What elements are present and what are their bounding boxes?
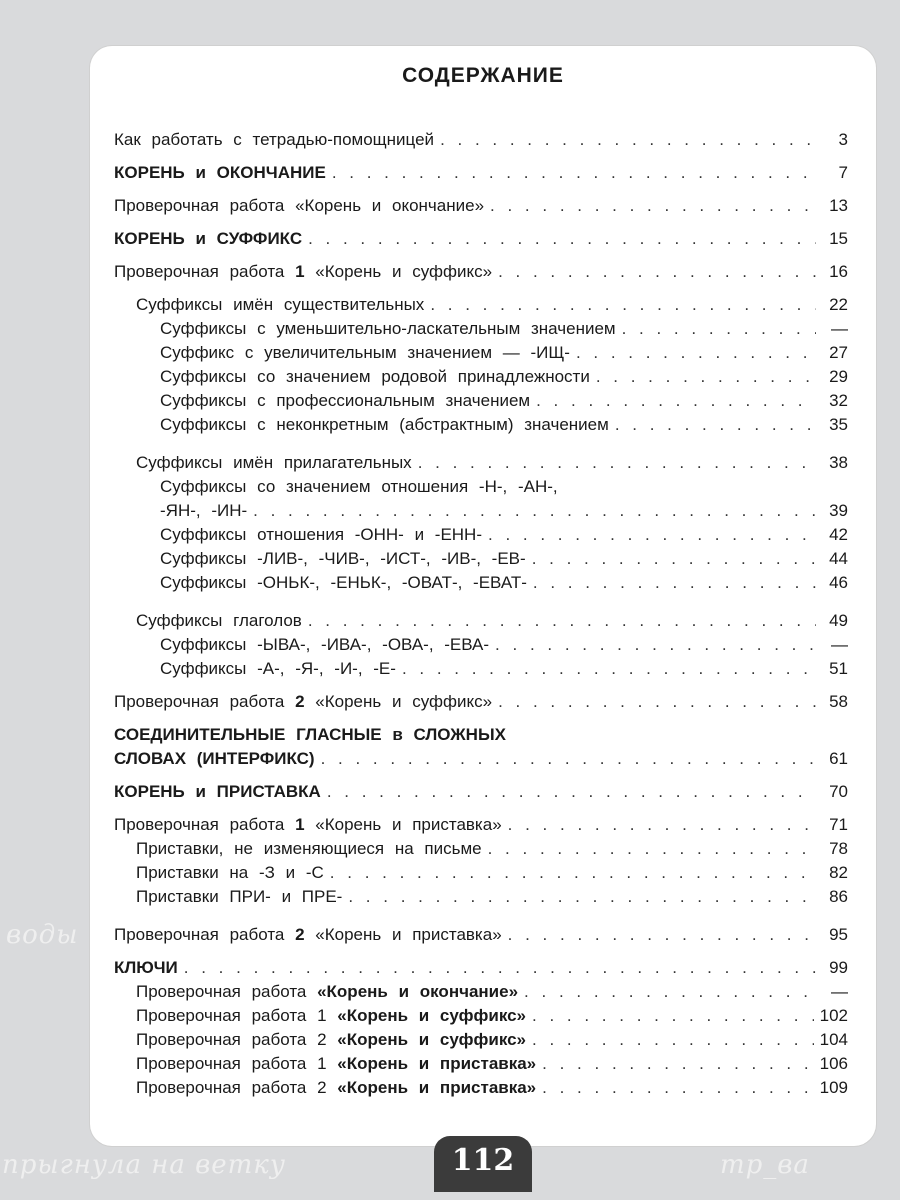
toc-entry-label: Проверочная работа 1 «Корень и приставка»: [114, 815, 502, 834]
toc-entry-page: —: [831, 319, 848, 338]
toc-entry-label: Суффиксы со значением родовой принадлежности: [160, 367, 590, 386]
toc-entry-page: 7: [838, 163, 848, 182]
toc-section-label: КОРЕНЬ и СУФФИКС: [114, 229, 303, 248]
background-handwriting: прыгнула на ветку: [2, 1150, 286, 1180]
toc-entry[interactable]: [114, 690, 848, 714]
background-handwriting: тр_ва: [720, 1150, 810, 1180]
toc-entry-page: 35: [829, 415, 848, 434]
leader-dots: [253, 499, 816, 523]
toc-entry-page: 102: [819, 1006, 848, 1025]
toc-entry-page: 46: [829, 573, 848, 592]
toc-entry-page: 16: [829, 262, 848, 281]
toc-entry-page: 70: [829, 782, 848, 801]
leader-dots: [532, 1028, 814, 1052]
toc-entry[interactable]: [114, 260, 848, 284]
toc-entry-page: 44: [829, 549, 848, 568]
toc-entry-label: Суффиксы имён прилагательных: [136, 453, 412, 472]
toc-entry[interactable]: [114, 547, 848, 571]
toc-subsection[interactable]: [114, 451, 848, 475]
leader-dots: [622, 317, 816, 341]
leader-dots: [348, 885, 816, 909]
toc-section-label: КОРЕНЬ и ПРИСТАВКА: [114, 782, 321, 801]
toc-entry-page: 13: [829, 196, 848, 215]
toc-entry-page: 106: [819, 1054, 848, 1073]
toc-entry-label: Проверочная работа 1 «Корень и суффикс»: [114, 262, 493, 281]
leader-dots: [184, 956, 816, 980]
leader-dots: [495, 633, 816, 657]
toc-entry[interactable]: [114, 365, 848, 389]
toc-entry-page: 71: [829, 815, 848, 834]
leader-dots: [536, 389, 816, 413]
toc-entry-page: 99: [829, 958, 848, 977]
toc-entry[interactable]: [114, 128, 848, 152]
toc-entry[interactable]: [114, 1028, 848, 1052]
toc-entry-label: Суффиксы -А-, -Я-, -И-, -Е-: [160, 659, 396, 678]
toc-entry-label: Суффиксы отношения -ОНН- и -ЕНН-: [160, 525, 482, 544]
page-title: СОДЕРЖАНИЕ: [402, 64, 564, 87]
toc-entry[interactable]: [114, 837, 848, 861]
toc-entry-page: 86: [829, 887, 848, 906]
leader-dots: [532, 1004, 814, 1028]
toc-entry-page: 78: [829, 839, 848, 858]
toc-entry[interactable]: [114, 1052, 848, 1076]
toc-section-label: КЛЮЧИ: [114, 958, 178, 977]
leader-dots: [321, 747, 816, 771]
toc-entry[interactable]: [114, 475, 848, 499]
toc-entry-label: Проверочная работа 2 «Корень и суффикс»: [136, 1030, 527, 1049]
toc-entry-label: Суффиксы -ЛИВ-, -ЧИВ-, -ИСТ-, -ИВ-, -ЕВ-: [160, 549, 526, 568]
leader-dots: [596, 365, 816, 389]
toc-entry-label: Суффикс с увеличительным значением — -ИЩ-: [160, 343, 570, 362]
toc-entry-page: 22: [829, 295, 848, 314]
toc-entry[interactable]: [114, 923, 848, 947]
leader-dots: [615, 413, 816, 437]
toc-entry-label: Проверочная работа 1 «Корень и суффикс»: [136, 1006, 527, 1025]
leader-dots: [418, 451, 816, 475]
toc-entry[interactable]: [114, 1004, 848, 1028]
toc-entry-label: Суффиксы с неконкретным (абстрактным) значением: [160, 415, 609, 434]
leader-dots: [508, 923, 816, 947]
toc-entry[interactable]: [114, 1076, 848, 1100]
leader-dots: [576, 341, 816, 365]
leader-dots: [308, 609, 816, 633]
toc-section[interactable]: [114, 747, 848, 771]
leader-dots: [402, 657, 816, 681]
toc-entry-label: Суффиксы глаголов: [136, 611, 302, 630]
leader-dots: [440, 128, 816, 152]
leader-dots: [490, 194, 816, 218]
toc-subsection[interactable]: [114, 293, 848, 317]
toc-entry[interactable]: [114, 341, 848, 365]
toc-entry-label: Проверочная работа 1 «Корень и приставка»: [136, 1054, 537, 1073]
toc-entry[interactable]: [114, 523, 848, 547]
toc-entry-page: —: [831, 635, 848, 654]
toc-entry-label: Суффиксы со значением отношения -Н-, -АН-,: [160, 477, 558, 496]
toc-entry-label: Проверочная работа 2 «Корень и приставка»: [136, 1078, 537, 1097]
toc-entry-label: Проверочная работа «Корень и окончание»: [114, 196, 485, 215]
toc-entry-label: -ЯН-, -ИН-: [160, 501, 248, 520]
toc-entry-page: 82: [829, 863, 848, 882]
background-handwriting: воды: [6, 920, 79, 950]
toc-entry-page: 27: [829, 343, 848, 362]
leader-dots: [542, 1076, 813, 1100]
toc-entry-label: Суффиксы с уменьшительно-ласкательным значением: [160, 319, 616, 338]
toc-entry-label: Приставки ПРИ- и ПРЕ-: [136, 887, 343, 906]
toc-entry-label: Проверочная работа 2 «Корень и приставка»: [114, 925, 502, 944]
toc-entry[interactable]: [114, 571, 848, 595]
toc-entry[interactable]: [114, 194, 848, 218]
leader-dots: [532, 547, 816, 571]
toc-section[interactable]: [114, 161, 848, 185]
toc-entry-page: 39: [829, 501, 848, 520]
leader-dots: [308, 227, 816, 251]
toc-section[interactable]: [114, 956, 848, 980]
leader-dots: [327, 780, 816, 804]
toc-entry-page: 15: [829, 229, 848, 248]
toc-entry[interactable]: [114, 657, 848, 681]
toc-entry-label: Суффиксы -ЫВА-, -ИВА-, -ОВА-, -ЕВА-: [160, 635, 490, 654]
toc-entry[interactable]: [114, 413, 848, 437]
toc-entry-page: 104: [819, 1030, 848, 1049]
toc-entry-label: Приставки, не изменяющиеся на письме: [136, 839, 482, 858]
toc-section[interactable]: [114, 227, 848, 251]
leader-dots: [332, 161, 816, 185]
toc-entry-page: 42: [829, 525, 848, 544]
toc-entry-page: 29: [829, 367, 848, 386]
toc-entry-page: 51: [829, 659, 848, 678]
toc-entry-label: Приставки на -З и -С: [136, 863, 324, 882]
toc-section[interactable]: [114, 723, 848, 747]
toc-section-label: КОРЕНЬ и ОКОНЧАНИЕ: [114, 163, 326, 182]
toc-entry-label: Суффиксы -ОНЬК-, -ЕНЬК-, -ОВАТ-, -ЕВАТ-: [160, 573, 527, 592]
leader-dots: [488, 837, 816, 861]
leader-dots: [488, 523, 816, 547]
page-number: 112: [434, 1136, 532, 1192]
leader-dots: [498, 260, 816, 284]
leader-dots: [542, 1052, 813, 1076]
toc-entry-label: Суффиксы имён существительных: [136, 295, 425, 314]
toc-entry[interactable]: [114, 861, 848, 885]
toc-page: [90, 46, 876, 1146]
toc-section-label: СЛОВАХ (ИНТЕРФИКС): [114, 749, 315, 768]
toc-entry[interactable]: [114, 499, 848, 523]
leader-dots: [330, 861, 816, 885]
leader-dots: [533, 571, 816, 595]
toc-entry-page: 61: [829, 749, 848, 768]
toc-entry-page: —: [831, 982, 848, 1001]
toc-entry-label: Суффиксы с профессиональным значением: [160, 391, 531, 410]
toc-entry[interactable]: [114, 980, 848, 1004]
toc-entry[interactable]: [114, 389, 848, 413]
toc-section[interactable]: [114, 780, 848, 804]
table-of-contents: [114, 128, 848, 1100]
toc-entry[interactable]: [114, 317, 848, 341]
toc-section-label: СОЕДИНИТЕЛЬНЫЕ ГЛАСНЫЕ в СЛОЖНЫХ: [114, 725, 506, 744]
toc-entry-page: 95: [829, 925, 848, 944]
toc-entry-page: 109: [819, 1078, 848, 1097]
toc-entry-label: Проверочная работа «Корень и окончание»: [136, 982, 519, 1001]
toc-entry-page: 32: [829, 391, 848, 410]
toc-entry-label: Как работать с тетрадью-помощницей: [114, 130, 435, 149]
toc-entry[interactable]: [114, 813, 848, 837]
leader-dots: [508, 813, 816, 837]
toc-entry-page: 3: [838, 130, 848, 149]
leader-dots: [524, 980, 816, 1004]
toc-entry-label: Проверочная работа 2 «Корень и суффикс»: [114, 692, 493, 711]
toc-entry-page: 49: [829, 611, 848, 630]
toc-entry[interactable]: [114, 885, 848, 909]
toc-entry-page: 58: [829, 692, 848, 711]
leader-dots: [498, 690, 816, 714]
toc-entry-page: 38: [829, 453, 848, 472]
toc-subsection[interactable]: [114, 609, 848, 633]
toc-entry[interactable]: [114, 633, 848, 657]
leader-dots: [430, 293, 816, 317]
